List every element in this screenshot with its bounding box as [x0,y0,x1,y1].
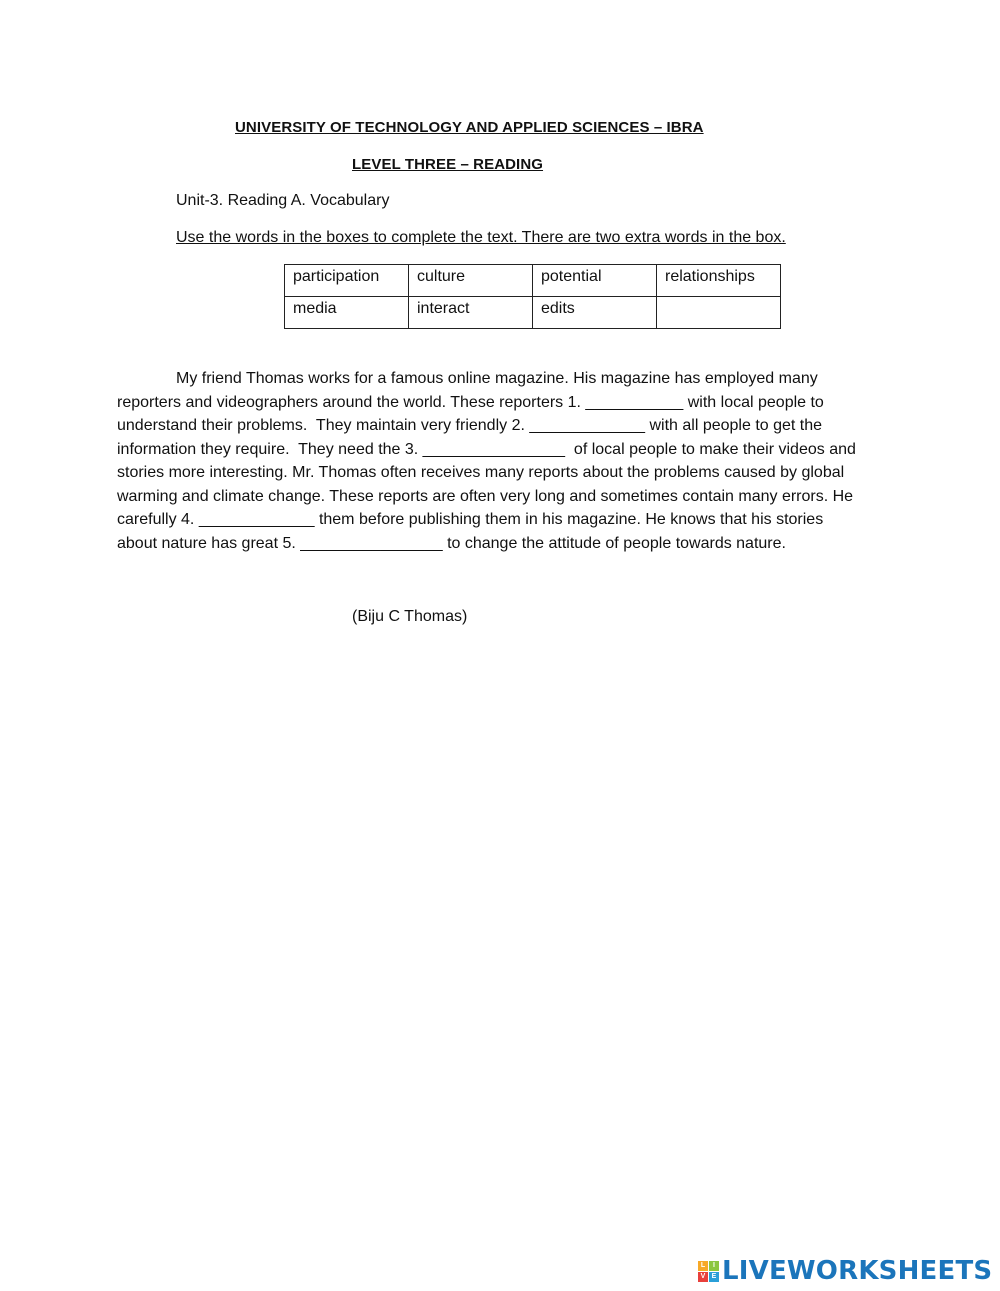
author-credit: (Biju C Thomas) [352,608,468,625]
passage-line: stories more interesting. Mr. Thomas often receives many reports about the problems caused by global [117,464,845,481]
liveworksheets-logo[interactable] [698,1256,992,1286]
passage-line: about nature has great 5. ________________ to change the attitude of people towards nature. [117,534,786,552]
instruction-text: Use the words in the boxes to complete the text. There are two extra words in the box. [176,229,786,246]
reading-passage [117,367,887,555]
word-box [284,264,781,329]
word-box-row [285,265,781,297]
logo-letter: V [698,1272,708,1282]
passage-line: understand their problems. They maintain very friendly 2. _____________ with all people to get the [117,417,823,434]
word-cell: participation [285,265,409,297]
logo-text: LIVEWORKSHEETS [722,1256,993,1286]
liveworksheets-logo-icon [698,1261,719,1282]
passage-line: reporters and videographers around the world. These reporters 1. ___________ with local people to [117,393,824,411]
word-cell: media [285,297,409,329]
passage-line: My friend Thomas works for a famous online magazine. His magazine has employed many [176,370,818,387]
word-cell: interact [409,297,533,329]
word-cell: relationships [657,265,781,297]
logo-letter: I [709,1261,719,1271]
document-title: UNIVERSITY OF TECHNOLOGY AND APPLIED SCIENCES – IBRA [235,119,704,136]
passage-line: carefully 4. _____________ them before publishing them in his magazine. He knows that his stories [117,511,824,528]
word-cell-empty [657,297,781,329]
word-cell: edits [533,297,657,329]
document-subtitle: LEVEL THREE – READING [352,156,544,173]
word-cell: potential [533,265,657,297]
passage-line: information they require. They need the 3. ________________ of local people to make their videos and [117,440,856,458]
word-cell: culture [409,265,533,297]
logo-letter: L [698,1261,708,1271]
unit-heading: Unit-3. Reading A. Vocabulary [176,192,390,209]
word-box-row [285,297,781,329]
passage-line: warming and climate change. These reports are often very long and sometimes contain many errors. He [117,487,854,505]
logo-letter: E [709,1272,719,1282]
